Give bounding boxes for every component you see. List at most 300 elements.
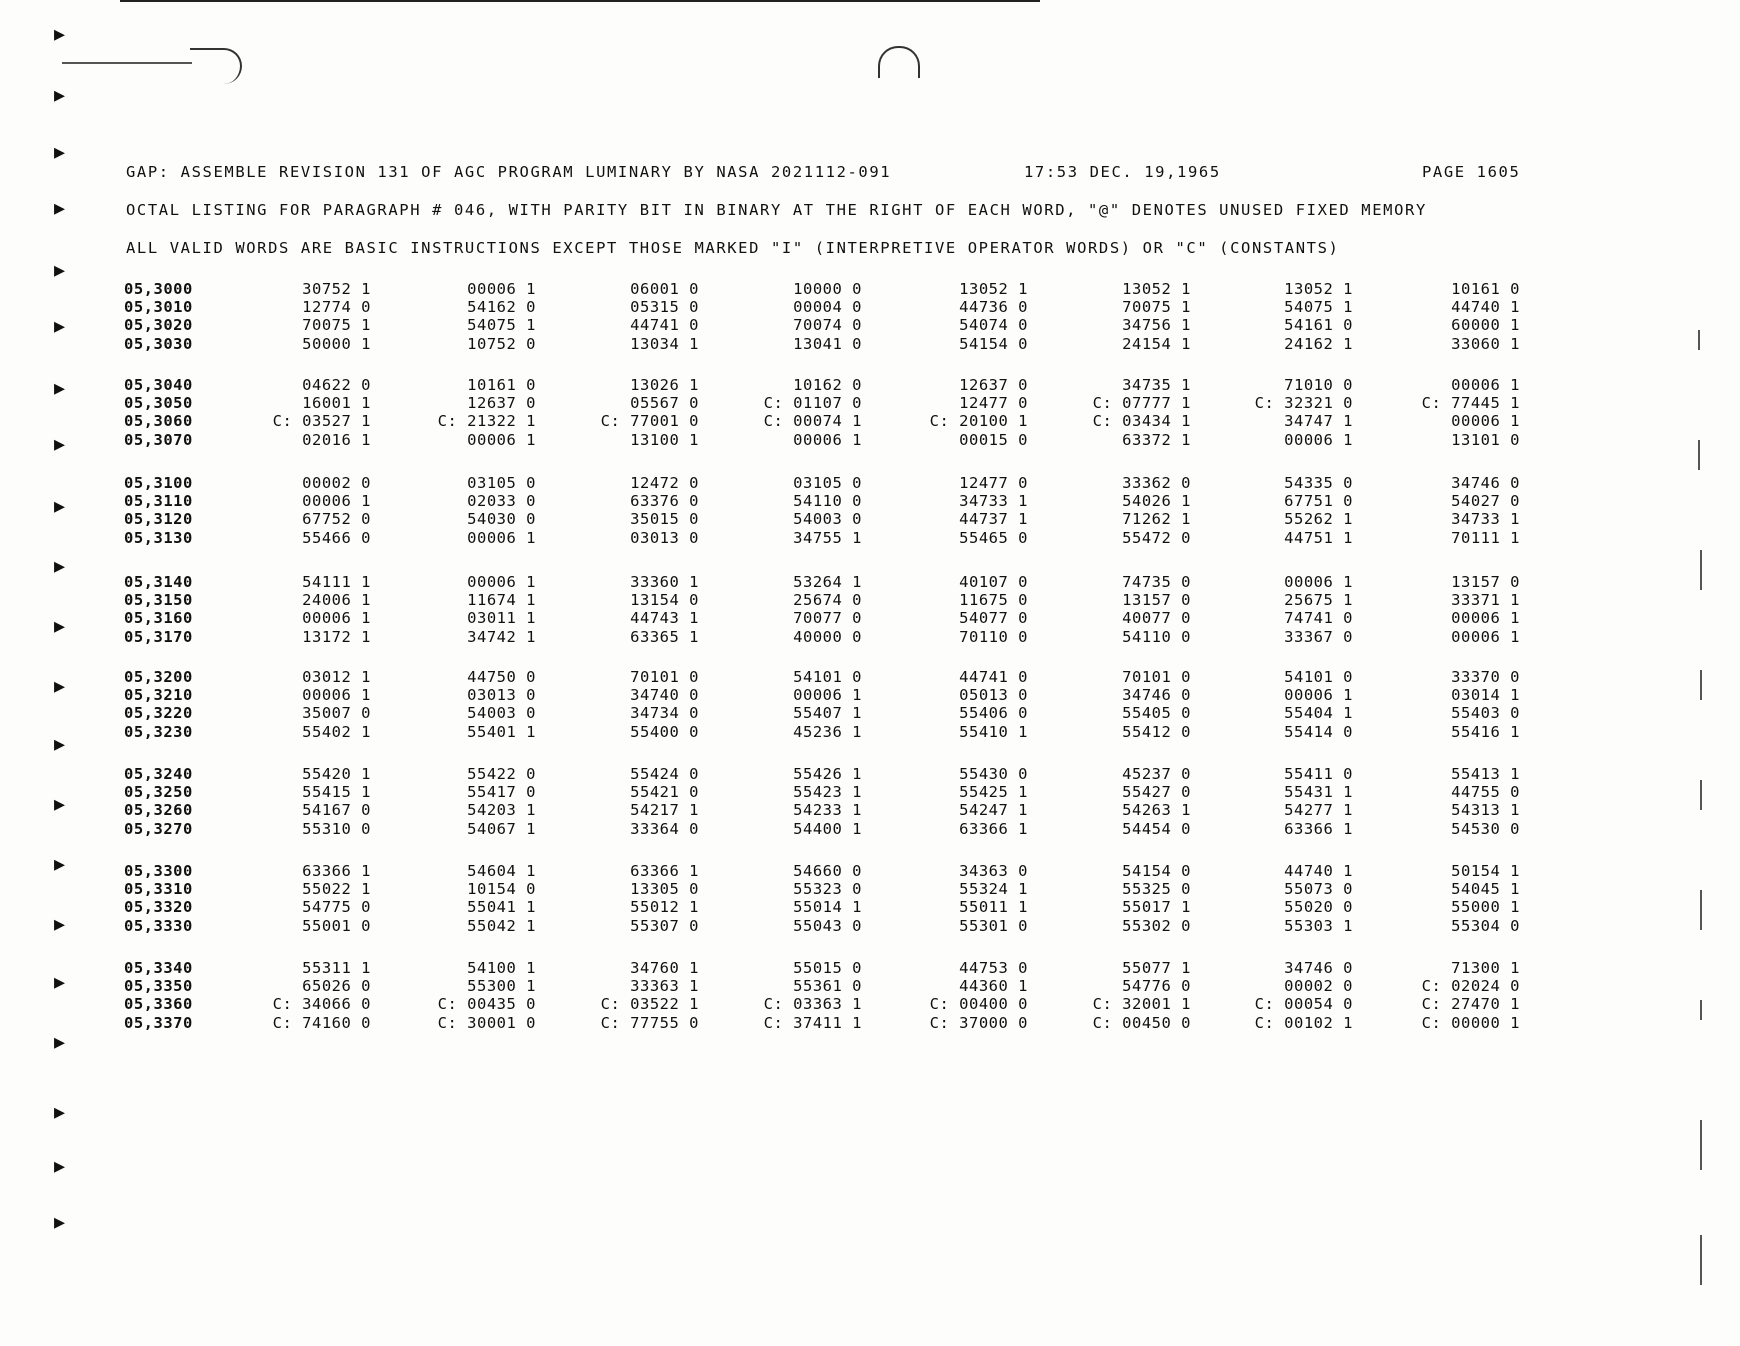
octal-word: 55431 1 bbox=[1284, 783, 1353, 802]
octal-word: 13305 0 bbox=[630, 880, 699, 899]
octal-word: 67751 0 bbox=[1284, 492, 1353, 511]
octal-word: 54263 1 bbox=[1122, 801, 1191, 820]
octal-word: 55042 1 bbox=[467, 916, 536, 935]
octal-word: 54003 0 bbox=[793, 510, 862, 529]
octal-word: 00006 1 bbox=[1284, 430, 1353, 449]
octal-word: 55310 0 bbox=[302, 819, 371, 838]
octal-word: 13172 1 bbox=[302, 627, 371, 646]
octal-word: 54075 1 bbox=[1284, 298, 1353, 317]
scan-artifact-line bbox=[62, 62, 192, 64]
row-address: 05,3110 bbox=[124, 492, 193, 511]
octal-word: 12637 0 bbox=[467, 394, 536, 413]
octal-word: 44736 0 bbox=[959, 298, 1028, 317]
octal-word: 34734 0 bbox=[630, 704, 699, 723]
octal-word: 13100 1 bbox=[630, 430, 699, 449]
octal-word: 34363 0 bbox=[959, 862, 1028, 880]
octal-word: C: 00450 0 bbox=[1092, 1013, 1191, 1032]
margin-punch-mark: ▸ bbox=[54, 1154, 66, 1179]
octal-word: 55012 1 bbox=[630, 898, 699, 917]
margin-punch-mark: ▸ bbox=[54, 674, 66, 699]
margin-punch-mark: ▸ bbox=[54, 83, 66, 108]
octal-word: 63366 1 bbox=[630, 862, 699, 880]
octal-word: 55073 0 bbox=[1284, 880, 1353, 899]
octal-word: 10752 0 bbox=[467, 334, 536, 353]
octal-word: 55262 1 bbox=[1284, 510, 1353, 529]
row-address: 05,3200 bbox=[124, 668, 193, 686]
row-address: 05,3310 bbox=[124, 880, 193, 899]
octal-word: 55324 1 bbox=[959, 880, 1028, 899]
octal-word: 50154 1 bbox=[1451, 862, 1520, 880]
octal-word: 55325 0 bbox=[1122, 880, 1191, 899]
octal-word: 03011 1 bbox=[467, 609, 536, 628]
octal-word: 55430 0 bbox=[959, 765, 1028, 783]
octal-word: 34742 1 bbox=[467, 627, 536, 646]
octal-word: 00006 1 bbox=[467, 430, 536, 449]
octal-word: 33060 1 bbox=[1451, 334, 1520, 353]
row-address: 05,3060 bbox=[124, 412, 193, 431]
octal-word: 54660 0 bbox=[793, 862, 862, 880]
header-line-2: OCTAL LISTING FOR PARAGRAPH # 046, WITH PARITY BIT IN BINARY AT THE RIGHT OF EACH WORD, "@" DENOTES UNUSED FIXED MEMORY bbox=[126, 201, 1427, 219]
octal-word: 60000 1 bbox=[1451, 316, 1520, 335]
octal-word: 44741 0 bbox=[630, 316, 699, 335]
octal-word: 70101 0 bbox=[630, 668, 699, 686]
right-edge-mark bbox=[1700, 1120, 1702, 1170]
octal-word: 35015 0 bbox=[630, 510, 699, 529]
octal-word: 54162 0 bbox=[467, 298, 536, 317]
right-edge-mark bbox=[1698, 330, 1700, 350]
octal-word: C: 07777 1 bbox=[1092, 394, 1191, 413]
octal-word: 45236 1 bbox=[793, 722, 862, 741]
octal-word: 55017 1 bbox=[1122, 898, 1191, 917]
octal-word: 55015 0 bbox=[793, 959, 862, 977]
octal-word: C: 00400 0 bbox=[929, 995, 1028, 1014]
right-edge-mark bbox=[1700, 550, 1702, 590]
octal-word: 54100 1 bbox=[467, 959, 536, 977]
octal-word: C: 74160 0 bbox=[272, 1013, 371, 1032]
row-address: 05,3130 bbox=[124, 528, 193, 547]
header-timestamp: 17:53 DEC. 19,1965 bbox=[1024, 163, 1221, 181]
octal-word: 55041 1 bbox=[467, 898, 536, 917]
octal-word: 54101 0 bbox=[793, 668, 862, 686]
octal-word: 45237 0 bbox=[1122, 765, 1191, 783]
header-line-3: ALL VALID WORDS ARE BASIC INSTRUCTIONS EXCEPT THOSE MARKED "I" (INTERPRETIVE OPERATOR WORDS) OR "C" (CONSTANTS) bbox=[126, 239, 1340, 257]
row-address: 05,3030 bbox=[124, 334, 193, 353]
octal-word: C: 00000 1 bbox=[1421, 1013, 1520, 1032]
octal-word: 71300 1 bbox=[1451, 959, 1520, 977]
octal-word: 34740 0 bbox=[630, 686, 699, 705]
octal-word: 05013 0 bbox=[959, 686, 1028, 705]
octal-word: 55425 1 bbox=[959, 783, 1028, 802]
octal-word: C: 30001 0 bbox=[437, 1013, 536, 1032]
octal-word: C: 00102 1 bbox=[1254, 1013, 1353, 1032]
octal-word: 55020 0 bbox=[1284, 898, 1353, 917]
octal-word: 55301 0 bbox=[959, 916, 1028, 935]
octal-word: 54604 1 bbox=[467, 862, 536, 880]
octal-word: 02033 0 bbox=[467, 492, 536, 511]
octal-word: 54045 1 bbox=[1451, 880, 1520, 899]
octal-word: C: 20100 1 bbox=[929, 412, 1028, 431]
octal-word: 25675 1 bbox=[1284, 591, 1353, 610]
octal-word: C: 03434 1 bbox=[1092, 412, 1191, 431]
octal-word: 34746 0 bbox=[1122, 686, 1191, 705]
octal-word: 63372 1 bbox=[1122, 430, 1191, 449]
octal-word: 55361 0 bbox=[793, 977, 862, 996]
octal-word: 55412 0 bbox=[1122, 722, 1191, 741]
octal-word: 54217 1 bbox=[630, 801, 699, 820]
octal-word: C: 21322 1 bbox=[437, 412, 536, 431]
row-address: 05,3240 bbox=[124, 765, 193, 783]
octal-word: 00006 1 bbox=[793, 686, 862, 705]
octal-word: 55404 1 bbox=[1284, 704, 1353, 723]
octal-word: C: 32001 1 bbox=[1092, 995, 1191, 1014]
row-address: 05,3020 bbox=[124, 316, 193, 335]
octal-word: 55323 0 bbox=[793, 880, 862, 899]
octal-word: 12472 0 bbox=[630, 474, 699, 492]
right-edge-mark bbox=[1700, 780, 1702, 810]
margin-punch-mark: ▸ bbox=[54, 1100, 66, 1125]
octal-word: 11675 0 bbox=[959, 591, 1028, 610]
octal-word: 55014 1 bbox=[793, 898, 862, 917]
octal-word: 00006 1 bbox=[302, 609, 371, 628]
octal-word: C: 03527 1 bbox=[272, 412, 371, 431]
octal-word: 25674 0 bbox=[793, 591, 862, 610]
octal-word: 70077 0 bbox=[793, 609, 862, 628]
octal-word: 53264 1 bbox=[793, 573, 862, 591]
octal-word: 55302 0 bbox=[1122, 916, 1191, 935]
octal-word: 55417 0 bbox=[467, 783, 536, 802]
margin-punch-mark: ▸ bbox=[54, 258, 66, 283]
header-page-number: PAGE 1605 bbox=[1422, 163, 1521, 181]
octal-word: 13157 0 bbox=[1451, 573, 1520, 591]
octal-word: C: 37000 0 bbox=[929, 1013, 1028, 1032]
header-program-title: GAP: ASSEMBLE REVISION 131 OF AGC PROGRAM LUMINARY BY NASA 2021112-091 bbox=[126, 163, 892, 181]
row-address: 05,3220 bbox=[124, 704, 193, 723]
octal-word: 12774 0 bbox=[302, 298, 371, 317]
right-edge-mark bbox=[1700, 1000, 1702, 1020]
margin-punch-mark: ▸ bbox=[54, 912, 66, 937]
octal-word: 50000 1 bbox=[302, 334, 371, 353]
octal-word: 54335 0 bbox=[1284, 474, 1353, 492]
margin-punch-mark: ▸ bbox=[54, 852, 66, 877]
octal-word: 03105 0 bbox=[793, 474, 862, 492]
octal-word: 10000 0 bbox=[793, 280, 862, 298]
octal-word: 33360 1 bbox=[630, 573, 699, 591]
octal-word: 74735 0 bbox=[1122, 573, 1191, 591]
octal-word: 63366 1 bbox=[302, 862, 371, 880]
octal-word: 70074 0 bbox=[793, 316, 862, 335]
octal-word: 54003 0 bbox=[467, 704, 536, 723]
octal-word: 34735 1 bbox=[1122, 376, 1191, 394]
octal-word: C: 77445 1 bbox=[1421, 394, 1520, 413]
octal-word: 55400 0 bbox=[630, 722, 699, 741]
octal-word: 03105 0 bbox=[467, 474, 536, 492]
octal-word: 13101 0 bbox=[1451, 430, 1520, 449]
octal-word: 55407 1 bbox=[793, 704, 862, 723]
octal-word: C: 02024 0 bbox=[1421, 977, 1520, 996]
octal-word: C: 34066 0 bbox=[272, 995, 371, 1014]
octal-word: 54077 0 bbox=[959, 609, 1028, 628]
octal-word: 44360 1 bbox=[959, 977, 1028, 996]
octal-word: 24006 1 bbox=[302, 591, 371, 610]
octal-word: 54154 0 bbox=[1122, 862, 1191, 880]
octal-word: 13052 1 bbox=[1284, 280, 1353, 298]
row-address: 05,3320 bbox=[124, 898, 193, 917]
octal-word: 55424 0 bbox=[630, 765, 699, 783]
octal-word: C: 37411 1 bbox=[763, 1013, 862, 1032]
octal-word: 03013 0 bbox=[630, 528, 699, 547]
octal-word: 44755 0 bbox=[1451, 783, 1520, 802]
octal-word: 34747 1 bbox=[1284, 412, 1353, 431]
octal-word: C: 77001 0 bbox=[600, 412, 699, 431]
octal-word: 33371 1 bbox=[1451, 591, 1520, 610]
octal-word: 40077 0 bbox=[1122, 609, 1191, 628]
octal-word: 55414 0 bbox=[1284, 722, 1353, 741]
octal-word: 34760 1 bbox=[630, 959, 699, 977]
margin-punch-mark: ▸ bbox=[54, 314, 66, 339]
octal-word: 33363 1 bbox=[630, 977, 699, 996]
octal-word: 00006 1 bbox=[467, 573, 536, 591]
octal-word: 54026 1 bbox=[1122, 492, 1191, 511]
octal-word: 00004 0 bbox=[793, 298, 862, 317]
octal-word: 54074 0 bbox=[959, 316, 1028, 335]
octal-word: 55413 1 bbox=[1451, 765, 1520, 783]
row-address: 05,3370 bbox=[124, 1013, 193, 1032]
octal-word: 11674 1 bbox=[467, 591, 536, 610]
octal-word: 70075 1 bbox=[302, 316, 371, 335]
row-address: 05,3300 bbox=[124, 862, 193, 880]
octal-word: 12637 0 bbox=[959, 376, 1028, 394]
octal-word: 55410 1 bbox=[959, 722, 1028, 741]
octal-word: 44740 1 bbox=[1451, 298, 1520, 317]
octal-word: 55011 1 bbox=[959, 898, 1028, 917]
octal-word: 24154 1 bbox=[1122, 334, 1191, 353]
octal-word: 30752 1 bbox=[302, 280, 371, 298]
octal-word: 35007 0 bbox=[302, 704, 371, 723]
scan-artifact-arc bbox=[878, 46, 920, 78]
octal-word: 55416 1 bbox=[1451, 722, 1520, 741]
octal-word: 55422 0 bbox=[467, 765, 536, 783]
row-address: 05,3070 bbox=[124, 430, 193, 449]
octal-word: 00006 1 bbox=[302, 492, 371, 511]
octal-word: 55406 0 bbox=[959, 704, 1028, 723]
octal-word: 54313 1 bbox=[1451, 801, 1520, 820]
octal-word: 70111 1 bbox=[1451, 528, 1520, 547]
row-address: 05,3100 bbox=[124, 474, 193, 492]
octal-word: 13034 1 bbox=[630, 334, 699, 353]
octal-word: 44751 1 bbox=[1284, 528, 1353, 547]
top-rule-line bbox=[120, 0, 1040, 2]
octal-word: 70075 1 bbox=[1122, 298, 1191, 317]
right-edge-mark bbox=[1700, 890, 1702, 930]
octal-word: 13052 1 bbox=[959, 280, 1028, 298]
octal-word: 40000 0 bbox=[793, 627, 862, 646]
octal-word: 55420 1 bbox=[302, 765, 371, 783]
octal-word: 03013 0 bbox=[467, 686, 536, 705]
octal-word: 55403 0 bbox=[1451, 704, 1520, 723]
octal-word: 55421 0 bbox=[630, 783, 699, 802]
row-address: 05,3120 bbox=[124, 510, 193, 529]
octal-word: 03012 1 bbox=[302, 668, 371, 686]
octal-word: 06001 0 bbox=[630, 280, 699, 298]
margin-punch-mark: ▸ bbox=[54, 792, 66, 817]
octal-word: 55001 0 bbox=[302, 916, 371, 935]
row-address: 05,3140 bbox=[124, 573, 193, 591]
octal-word: 54161 0 bbox=[1284, 316, 1353, 335]
octal-word: 44750 0 bbox=[467, 668, 536, 686]
octal-word: 33364 0 bbox=[630, 819, 699, 838]
octal-word: 54530 0 bbox=[1451, 819, 1520, 838]
row-address: 05,3340 bbox=[124, 959, 193, 977]
octal-word: 63366 1 bbox=[1284, 819, 1353, 838]
octal-word: 54154 0 bbox=[959, 334, 1028, 353]
octal-word: 54203 1 bbox=[467, 801, 536, 820]
octal-word: 54247 1 bbox=[959, 801, 1028, 820]
octal-word: 55303 1 bbox=[1284, 916, 1353, 935]
octal-word: 00006 1 bbox=[1451, 609, 1520, 628]
octal-word: 63376 0 bbox=[630, 492, 699, 511]
margin-punch-mark: ▸ bbox=[54, 22, 66, 47]
octal-word: C: 03363 1 bbox=[763, 995, 862, 1014]
octal-word: 55307 0 bbox=[630, 916, 699, 935]
margin-punch-mark: ▸ bbox=[54, 970, 66, 995]
octal-word: 34733 1 bbox=[1451, 510, 1520, 529]
margin-punch-mark: ▸ bbox=[54, 196, 66, 221]
octal-word: 44743 1 bbox=[630, 609, 699, 628]
octal-word: 00015 0 bbox=[959, 430, 1028, 449]
octal-word: 55300 1 bbox=[467, 977, 536, 996]
row-address: 05,3040 bbox=[124, 376, 193, 394]
octal-word: 10161 0 bbox=[467, 376, 536, 394]
octal-word: C: 00054 0 bbox=[1254, 995, 1353, 1014]
row-address: 05,3010 bbox=[124, 298, 193, 317]
margin-punch-mark: ▸ bbox=[54, 376, 66, 401]
octal-word: 55022 1 bbox=[302, 880, 371, 899]
octal-word: 63365 1 bbox=[630, 627, 699, 646]
octal-word: 02016 1 bbox=[302, 430, 371, 449]
octal-word: 70101 0 bbox=[1122, 668, 1191, 686]
octal-word: 44737 1 bbox=[959, 510, 1028, 529]
right-edge-mark bbox=[1700, 670, 1702, 700]
octal-word: 67752 0 bbox=[302, 510, 371, 529]
octal-word: 00006 1 bbox=[1451, 376, 1520, 394]
octal-word: 10154 0 bbox=[467, 880, 536, 899]
octal-word: C: 32321 0 bbox=[1254, 394, 1353, 413]
octal-word: 55000 1 bbox=[1451, 898, 1520, 917]
octal-word: C: 00435 0 bbox=[437, 995, 536, 1014]
row-address: 05,3250 bbox=[124, 783, 193, 802]
right-edge-mark bbox=[1700, 1235, 1702, 1285]
margin-punch-mark: ▸ bbox=[54, 614, 66, 639]
margin-punch-mark: ▸ bbox=[54, 554, 66, 579]
octal-word: 55427 0 bbox=[1122, 783, 1191, 802]
octal-word: 54101 0 bbox=[1284, 668, 1353, 686]
octal-word: 13157 0 bbox=[1122, 591, 1191, 610]
row-address: 05,3260 bbox=[124, 801, 193, 820]
octal-word: 54111 1 bbox=[302, 573, 371, 591]
octal-word: 05567 0 bbox=[630, 394, 699, 413]
row-address: 05,3160 bbox=[124, 609, 193, 628]
margin-punch-mark: ▸ bbox=[54, 732, 66, 757]
octal-word: 00006 1 bbox=[793, 430, 862, 449]
row-address: 05,3170 bbox=[124, 627, 193, 646]
octal-word: 04622 0 bbox=[302, 376, 371, 394]
row-address: 05,3270 bbox=[124, 819, 193, 838]
octal-word: 10162 0 bbox=[793, 376, 862, 394]
octal-word: 54110 0 bbox=[793, 492, 862, 511]
octal-word: 55077 1 bbox=[1122, 959, 1191, 977]
row-address: 05,3050 bbox=[124, 394, 193, 413]
row-address: 05,3150 bbox=[124, 591, 193, 610]
octal-word: 55311 1 bbox=[302, 959, 371, 977]
octal-word: 55423 1 bbox=[793, 783, 862, 802]
octal-word: 34746 0 bbox=[1451, 474, 1520, 492]
octal-word: 16001 1 bbox=[302, 394, 371, 413]
octal-word: 00006 1 bbox=[467, 280, 536, 298]
octal-word: 54400 1 bbox=[793, 819, 862, 838]
octal-word: 00006 1 bbox=[467, 528, 536, 547]
octal-word: 55405 0 bbox=[1122, 704, 1191, 723]
octal-word: 34746 0 bbox=[1284, 959, 1353, 977]
octal-word: 00006 1 bbox=[1284, 686, 1353, 705]
octal-word: 55304 0 bbox=[1451, 916, 1520, 935]
right-edge-mark bbox=[1698, 440, 1700, 470]
octal-word: 54030 0 bbox=[467, 510, 536, 529]
octal-word: 65026 0 bbox=[302, 977, 371, 996]
octal-word: C: 27470 1 bbox=[1421, 995, 1520, 1014]
octal-word: 13154 0 bbox=[630, 591, 699, 610]
octal-word: 12477 0 bbox=[959, 394, 1028, 413]
margin-punch-mark: ▸ bbox=[54, 1210, 66, 1235]
octal-word: 54027 0 bbox=[1451, 492, 1520, 511]
octal-word: C: 77755 0 bbox=[600, 1013, 699, 1032]
octal-word: 00002 0 bbox=[1284, 977, 1353, 996]
octal-word: 00002 0 bbox=[302, 474, 371, 492]
octal-word: 34733 1 bbox=[959, 492, 1028, 511]
octal-word: 54067 1 bbox=[467, 819, 536, 838]
octal-word: 00006 1 bbox=[1451, 627, 1520, 646]
octal-word: 54233 1 bbox=[793, 801, 862, 820]
octal-word: 44740 1 bbox=[1284, 862, 1353, 880]
octal-word: 03014 1 bbox=[1451, 686, 1520, 705]
octal-word: 55465 0 bbox=[959, 528, 1028, 547]
octal-word: 13052 1 bbox=[1122, 280, 1191, 298]
octal-word: 70110 0 bbox=[959, 627, 1028, 646]
octal-word: 34755 1 bbox=[793, 528, 862, 547]
octal-word: 13041 0 bbox=[793, 334, 862, 353]
row-address: 05,3210 bbox=[124, 686, 193, 705]
octal-word: 74741 0 bbox=[1284, 609, 1353, 628]
octal-word: 55411 0 bbox=[1284, 765, 1353, 783]
margin-punch-mark: ▸ bbox=[54, 494, 66, 519]
row-address: 05,3330 bbox=[124, 916, 193, 935]
row-address: 05,3360 bbox=[124, 995, 193, 1014]
octal-word: 54775 0 bbox=[302, 898, 371, 917]
octal-word: 55043 0 bbox=[793, 916, 862, 935]
octal-word: 40107 0 bbox=[959, 573, 1028, 591]
octal-word: 54075 1 bbox=[467, 316, 536, 335]
octal-word: 55415 1 bbox=[302, 783, 371, 802]
row-address: 05,3350 bbox=[124, 977, 193, 996]
octal-word: 44753 0 bbox=[959, 959, 1028, 977]
octal-word: 12477 0 bbox=[959, 474, 1028, 492]
octal-word: 00006 1 bbox=[1451, 412, 1520, 431]
margin-punch-mark: ▸ bbox=[54, 432, 66, 457]
octal-word: 55402 1 bbox=[302, 722, 371, 741]
octal-word: C: 01107 0 bbox=[763, 394, 862, 413]
octal-word: 55466 0 bbox=[302, 528, 371, 547]
octal-word: 55426 1 bbox=[793, 765, 862, 783]
octal-word: 44741 0 bbox=[959, 668, 1028, 686]
